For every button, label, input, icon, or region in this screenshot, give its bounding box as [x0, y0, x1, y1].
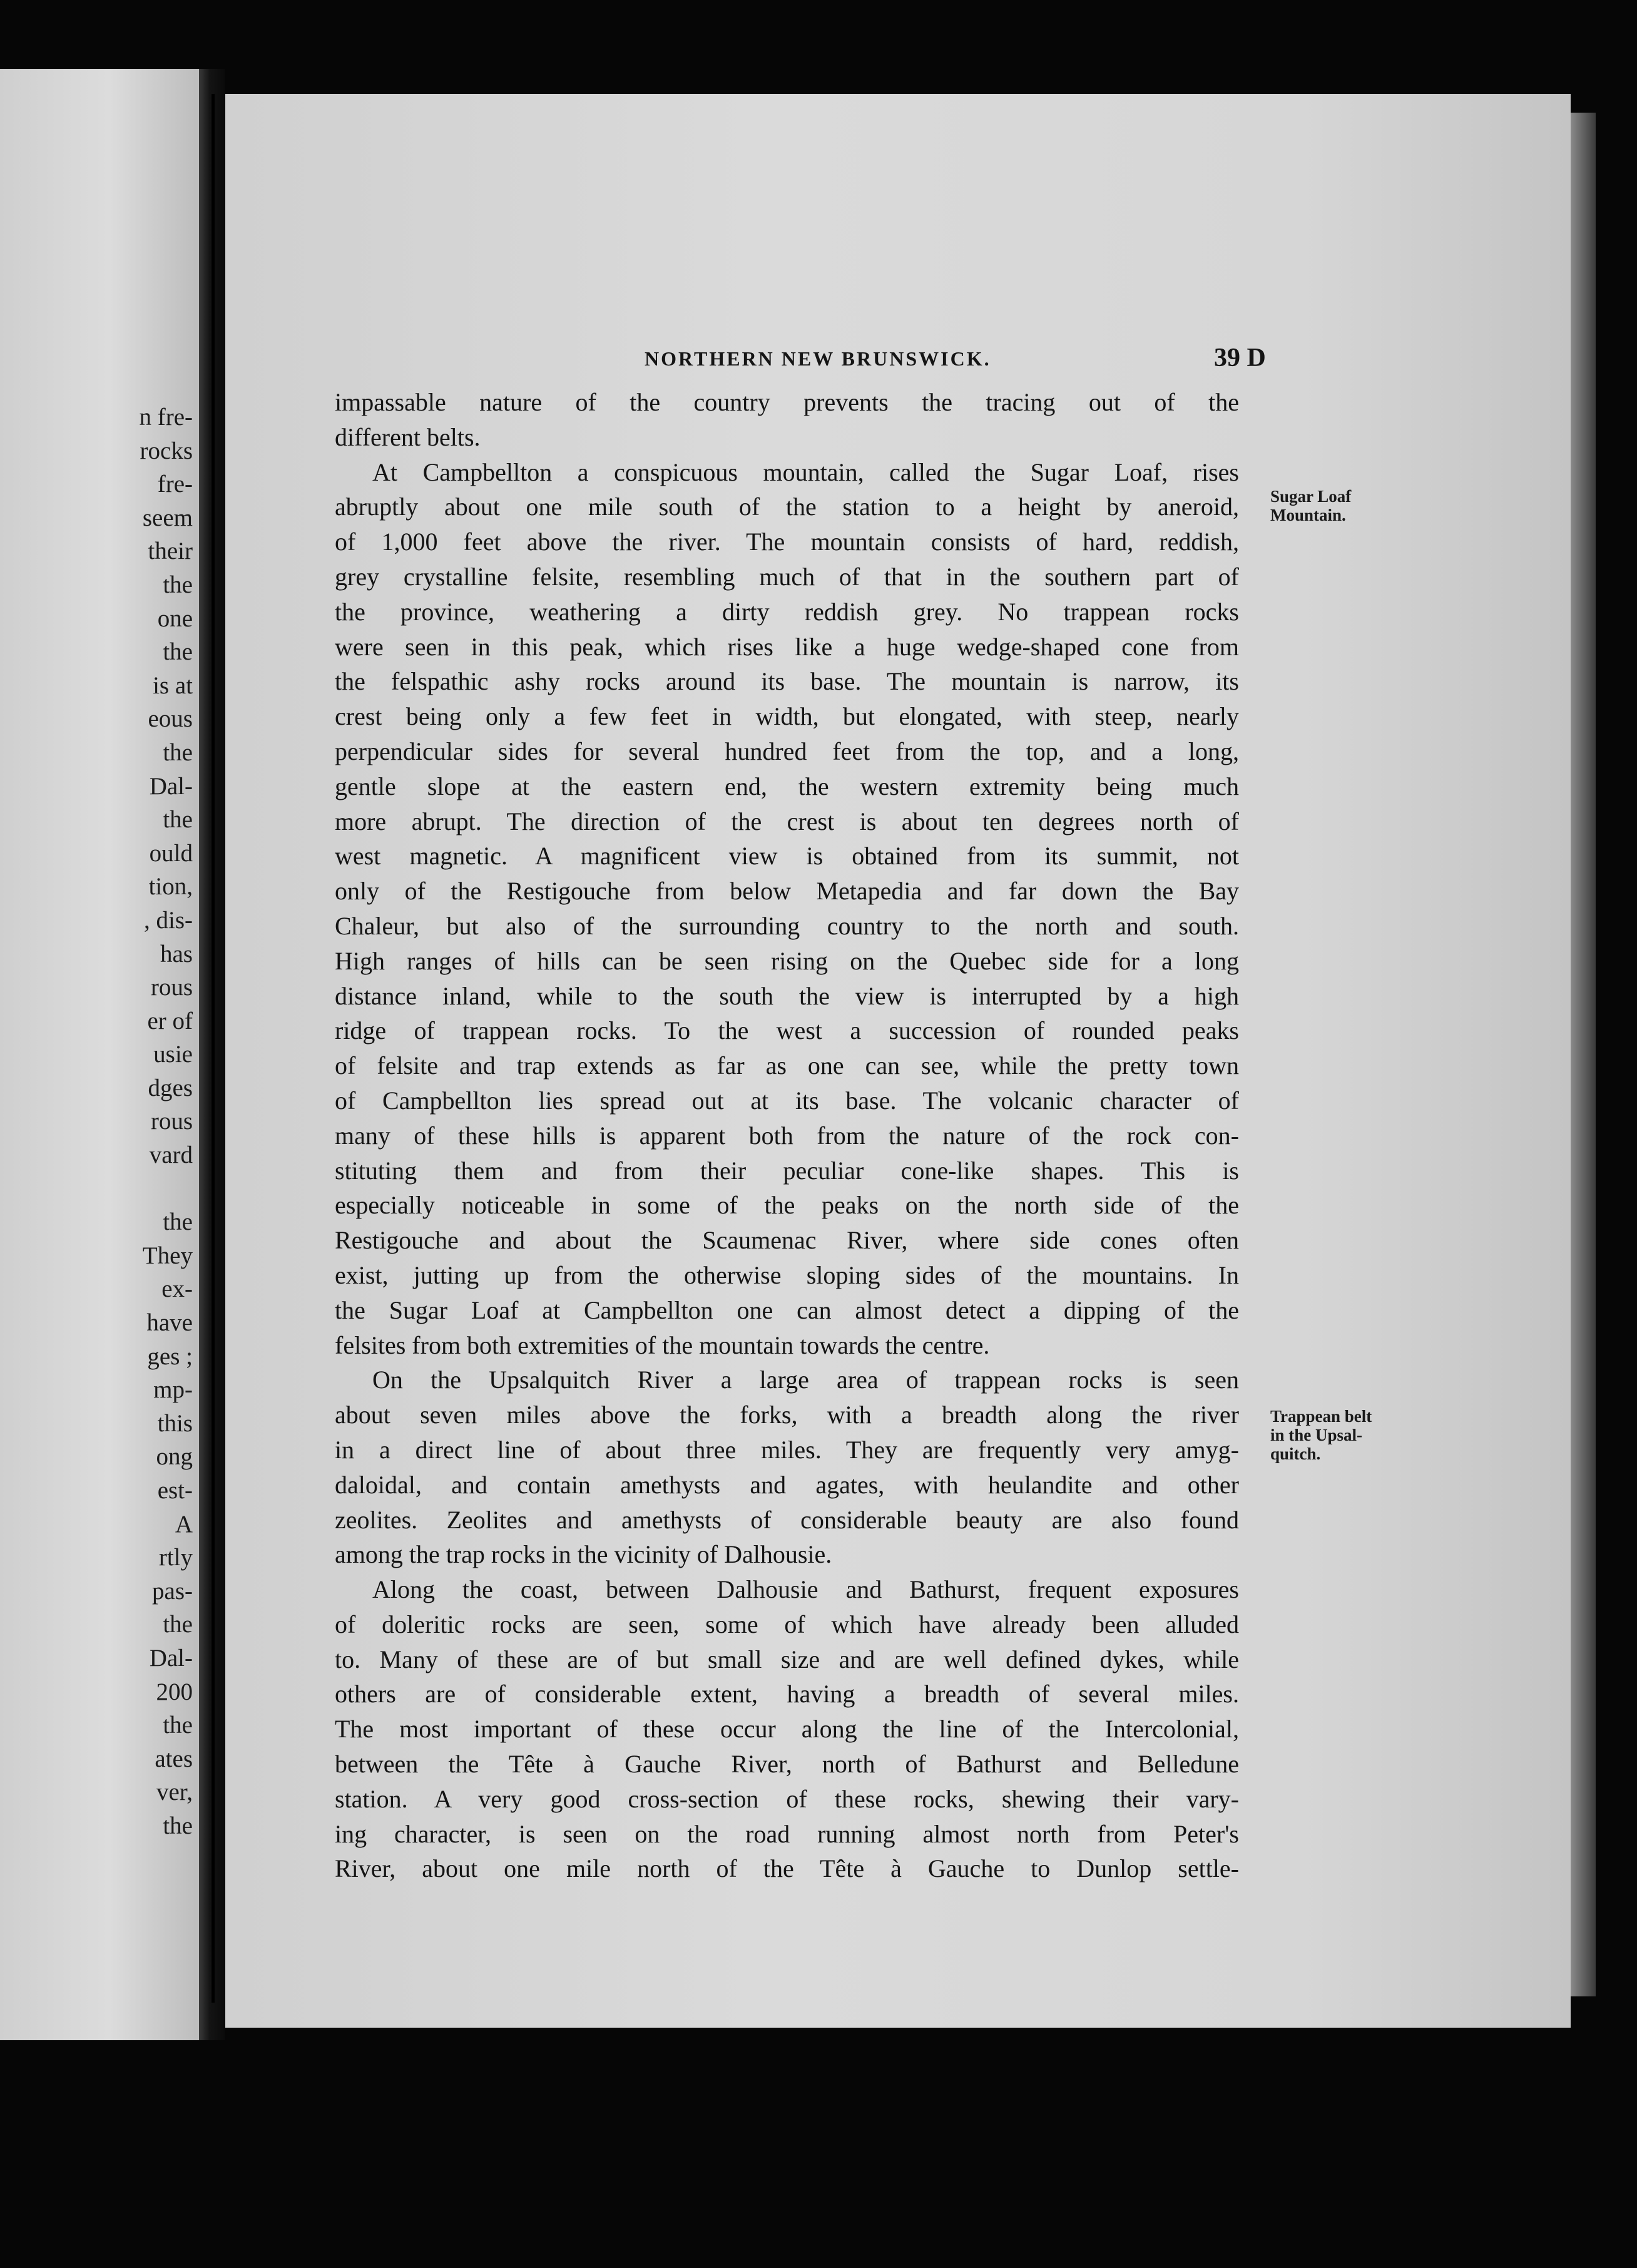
previous-page-line: ates	[155, 1745, 193, 1772]
text-line: the province, weathering a dirty reddish grey. No trappean rocks	[335, 597, 1239, 626]
previous-page-line: the	[163, 738, 193, 766]
text-line: perpendicular sides for several hundred feet from the top, and a long,	[335, 737, 1239, 765]
text-line: the Sugar Loaf at Campbellton one can almost detect a dipping of the	[335, 1295, 1239, 1324]
previous-page-line: their	[148, 538, 193, 565]
sidenote-line: Sugar Loaf	[1270, 487, 1352, 506]
text-line: Along the coast, between Dalhousie and Bathurst, frequent exposures	[372, 1575, 1239, 1604]
previous-page-line: rtly	[158, 1544, 193, 1571]
previous-page-line: est-	[157, 1477, 193, 1504]
text-line: exist, jutting up from the otherwise sloping sides of the mountains. In	[335, 1260, 1239, 1289]
previous-page-text	[0, 401, 193, 1843]
sidenote-line: quitch.	[1270, 1444, 1321, 1463]
text-line: different belts.	[335, 422, 481, 451]
previous-page-line: A	[175, 1510, 193, 1538]
text-line: among the trap rocks in the vicinity of Dalhousie.	[335, 1540, 832, 1569]
text-line: stituting them and from their peculiar cone-like shapes. This is	[335, 1156, 1239, 1185]
previous-page-line: rocks	[140, 437, 193, 464]
text-line: of Campbellton lies spread out at its base. The volcanic character of	[335, 1086, 1239, 1115]
previous-page-line	[0, 1172, 193, 1206]
sidenote-line: Mountain.	[1270, 506, 1346, 524]
text-line: many of these hills is apparent both from the nature of the rock con-	[335, 1121, 1239, 1150]
previous-page-line: have	[146, 1309, 193, 1337]
previous-page-line: Dal-	[149, 1644, 193, 1672]
text-line: west magnetic. A magnificent view is obtained from its summit, not	[335, 842, 1239, 871]
text-line: station. A very good cross-section of these rocks, shewing their vary-	[335, 1784, 1239, 1813]
text-line: zeolites. Zeolites and amethysts of considerable beauty are also found	[335, 1505, 1239, 1534]
text-line: the felspathic ashy rocks around its base. The mountain is narrow, its	[335, 667, 1239, 696]
text-line: Chaleur, but also of the surrounding country to the north and south.	[335, 911, 1239, 940]
previous-page-line: pas-	[152, 1577, 193, 1605]
previous-page-line: ong	[156, 1443, 193, 1471]
previous-page-line: usie	[153, 1041, 193, 1068]
previous-page-line: the	[163, 1611, 193, 1638]
previous-page-line: one	[157, 605, 193, 632]
page-number: 39 D	[1214, 344, 1266, 372]
text-line: only of the Restigouche from below Metapedia and far down the Bay	[335, 877, 1239, 906]
text-line: of 1,000 feet above the river. The mountain consists of hard, reddish,	[335, 528, 1239, 556]
text-line: On the Upsalquitch River a large area of trappean rocks is seen	[372, 1366, 1239, 1394]
previous-page-line: vard	[149, 1142, 193, 1169]
previous-page-fragment	[0, 69, 199, 2040]
text-line: of doleritic rocks are seen, some of which have already been alluded	[335, 1610, 1239, 1638]
text-line: gentle slope at the eastern end, the western extremity being much	[335, 772, 1239, 800]
sidenote-line: in the Upsal-	[1270, 1426, 1363, 1444]
previous-page-line: n fre-	[139, 404, 193, 431]
previous-page-line: , dis-	[144, 906, 193, 934]
previous-page-line: this	[157, 1409, 193, 1437]
previous-page-line: the	[163, 1712, 193, 1739]
text-line: in a direct line of about three miles. They are frequently very amyg-	[335, 1435, 1239, 1464]
previous-page-line: ges ;	[147, 1342, 193, 1370]
previous-page-line: 200	[156, 1678, 193, 1705]
running-head: NORTHERN NEW BRUNSWICK.	[645, 347, 991, 370]
text-line: felsites from both extremities of the mountain towards the centre.	[335, 1331, 990, 1359]
previous-page-line: ver,	[156, 1779, 193, 1806]
sidenote-trappean-belt	[1270, 1407, 1372, 1463]
text-line: of felsite and trap extends as far as one can see, while the pretty town	[335, 1051, 1239, 1080]
previous-page-line: is at	[153, 672, 193, 699]
previous-page-line: eous	[148, 705, 193, 733]
previous-page-line: the	[163, 1812, 193, 1839]
text-line: crest being only a few feet in width, but elongated, with steep, nearly	[335, 702, 1239, 731]
previous-page-line: mp-	[153, 1376, 193, 1404]
text-line: were seen in this peak, which rises like a huge wedge-shaped cone from	[335, 632, 1239, 661]
previous-page-line: rous	[150, 974, 193, 1001]
text-line: more abrupt. The direction of the crest is about ten degrees north of	[335, 807, 1239, 835]
text-line: about seven miles above the forks, with a breadth along the river	[335, 1401, 1239, 1429]
text-line: River, about one mile north of the Tête à Gauche to Dunlop settle-	[335, 1854, 1239, 1883]
previous-page-line: seem	[142, 504, 193, 531]
previous-page-line: dges	[148, 1074, 193, 1101]
text-line: abruptly about one mile south of the station to a height by aneroid,	[335, 493, 1239, 521]
page-edge-shadow	[1571, 113, 1596, 1996]
text-line: between the Tête à Gauche River, north of Bathurst and Belledune	[335, 1750, 1239, 1779]
previous-page-line: er of	[147, 1007, 193, 1034]
sidenote-sugar-loaf	[1270, 487, 1351, 524]
previous-page-line: tion,	[148, 873, 193, 901]
previous-page-line: the	[163, 806, 193, 834]
previous-page-line: rous	[150, 1108, 193, 1135]
previous-page-line: fre-	[157, 471, 193, 498]
previous-page-line: Dal-	[149, 772, 193, 800]
previous-page-line: has	[160, 940, 193, 968]
text-line: Restigouche and about the Scaumenac River, where side cones often	[335, 1226, 1239, 1255]
text-line: The most important of these occur along the line of the Intercolonial,	[335, 1715, 1239, 1744]
body-text	[335, 385, 1239, 1886]
text-line: grey crystalline felsite, resembling much of that in the southern part of	[335, 562, 1239, 591]
text-line: others are of considerable extent, having a breadth of several miles.	[335, 1680, 1239, 1709]
previous-page-line: the	[163, 571, 193, 598]
text-line: especially noticeable in some of the peaks on the north side of the	[335, 1191, 1239, 1220]
text-line: daloidal, and contain amethysts and agates, with heulandite and other	[335, 1470, 1239, 1499]
text-line: to. Many of these are of but small size and are well defined dykes, while	[335, 1645, 1239, 1673]
previous-page-line: They	[142, 1242, 193, 1269]
text-line: distance inland, while to the south the view is interrupted by a high	[335, 981, 1239, 1010]
previous-page-line: the	[163, 638, 193, 666]
text-line: ridge of trappean rocks. To the west a succession of rounded peaks	[335, 1016, 1239, 1045]
text-line: ing character, is seen on the road running almost north from Peter's	[335, 1819, 1239, 1848]
text-line: impassable nature of the country prevents the tracing out of the	[335, 388, 1239, 416]
text-line: High ranges of hills can be seen rising on the Quebec side for a long	[335, 946, 1239, 975]
previous-page-line: ould	[149, 839, 193, 867]
text-line: At Campbellton a conspicuous mountain, called the Sugar Loaf, rises	[372, 457, 1239, 486]
previous-page-line: the	[163, 1208, 193, 1236]
previous-page-line: ex-	[161, 1275, 193, 1303]
sidenote-line: Trappean belt	[1270, 1407, 1372, 1426]
gutter-line	[212, 94, 215, 2003]
